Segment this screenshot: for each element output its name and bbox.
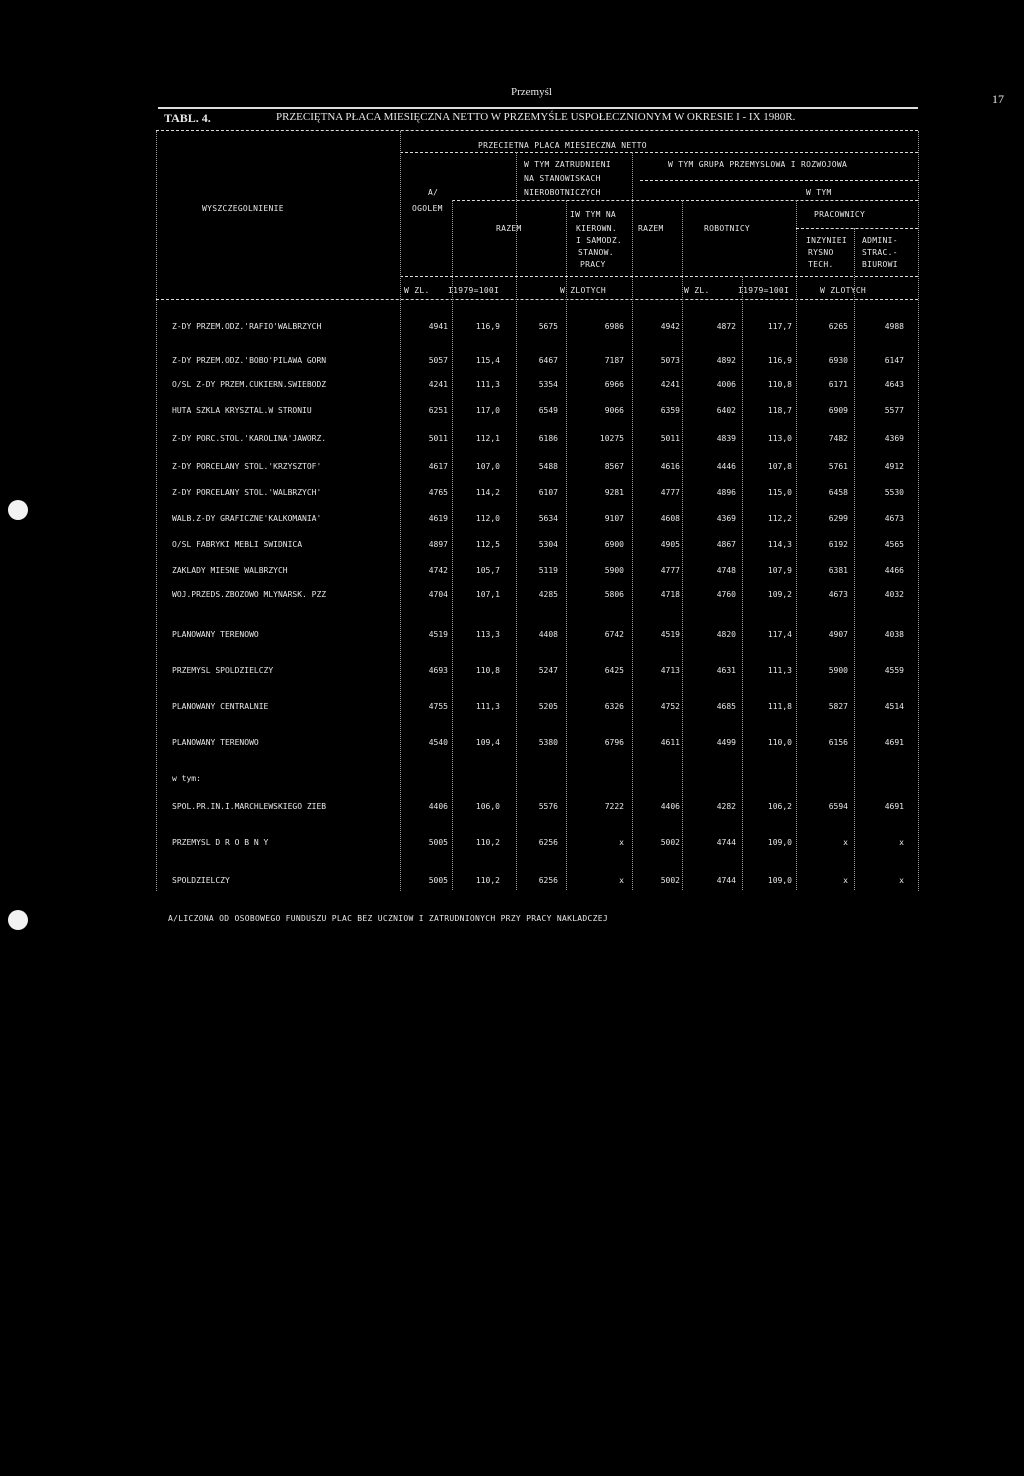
table-cell: 107,1 — [475, 590, 500, 599]
table-cell: 4369 — [716, 514, 736, 523]
table-cell: 5005 — [428, 876, 448, 885]
unit3: W ZL. — [684, 286, 710, 295]
table-cell: 6186 — [538, 434, 558, 443]
table-cell: 6156 — [828, 738, 848, 747]
table-cell: 4765 — [428, 488, 448, 497]
grp1-line3: NIEROBOTNICZYCH — [524, 188, 601, 197]
table-cell: 5002 — [660, 876, 680, 885]
robotnicy-heading: ROBOTNICY — [704, 224, 751, 233]
table-cell: 4519 — [660, 630, 680, 639]
table-cell: 5900 — [828, 666, 848, 675]
header-rule-2 — [452, 200, 918, 201]
table-cell: 4905 — [660, 540, 680, 549]
punch-hole-bottom-icon — [8, 910, 28, 930]
pracownicy-heading: PRACOWNICY — [814, 210, 866, 219]
table-cell: 5011 — [428, 434, 448, 443]
row-label: WOJ.PRZEDS.ZBOZOWO MLYNARSK. PZZ — [172, 590, 327, 599]
desc-heading: WYSZCZEGOLNIENIE — [202, 204, 284, 213]
vguide-c6 — [742, 276, 743, 890]
table-cell: 4755 — [428, 702, 448, 711]
table-cell: 4685 — [716, 702, 736, 711]
vguide-c3 — [566, 200, 567, 890]
grp1-line2: NA STANOWISKACH — [524, 174, 601, 183]
table-cell: 4241 — [660, 380, 680, 389]
table-cell: 5011 — [660, 434, 680, 443]
table-cell: 106,0 — [475, 802, 500, 811]
table-cell: 5530 — [884, 488, 904, 497]
table-cell: 6458 — [828, 488, 848, 497]
table-cell: 113,0 — [767, 434, 792, 443]
kier-line3: I SAMODZ. — [576, 236, 623, 245]
table-cell: 4691 — [884, 738, 904, 747]
table-cell: 4611 — [660, 738, 680, 747]
table-cell: 6107 — [538, 488, 558, 497]
table-cell: 4907 — [828, 630, 848, 639]
unit4: W ZLOTYCH — [820, 286, 867, 295]
table-cell: x — [619, 876, 624, 885]
table-cell: 4673 — [884, 514, 904, 523]
table-cell: 9281 — [604, 488, 624, 497]
table-cell: 4519 — [428, 630, 448, 639]
row-label: SPOL.PR.IN.I.MARCHLEWSKIEGO ZIEB — [172, 802, 327, 811]
table-cell: 4777 — [660, 566, 680, 575]
table-cell: 6796 — [604, 738, 624, 747]
table-cell: 116,9 — [767, 356, 792, 365]
table-cell: 109,4 — [475, 738, 500, 747]
table-cell: 6326 — [604, 702, 624, 711]
table-cell: 4499 — [716, 738, 736, 747]
row-label: O/SL FABRYKI MEBLI SWIDNICA — [172, 540, 303, 549]
table-cell: 4892 — [716, 356, 736, 365]
table-cell: 5002 — [660, 838, 680, 847]
table-cell: 4565 — [884, 540, 904, 549]
table-cell: 6171 — [828, 380, 848, 389]
table-cell: 6986 — [604, 322, 624, 331]
table-cell: 4713 — [660, 666, 680, 675]
ogolem-heading: OGOLEM — [412, 204, 443, 213]
table-cell: 107,8 — [767, 462, 792, 471]
table-cell: 5304 — [538, 540, 558, 549]
table-cell: 117,4 — [767, 630, 792, 639]
table-cell: 4988 — [884, 322, 904, 331]
table-cell: 8567 — [604, 462, 624, 471]
table-cell: 111,8 — [767, 702, 792, 711]
table-cell: x — [899, 876, 904, 885]
grp2-heading: W TYM GRUPA PRZEMYSLOWA I ROZWOJOWA — [668, 160, 848, 169]
table-cell: 4446 — [716, 462, 736, 471]
table-cell: 4617 — [428, 462, 448, 471]
table-cell: 6192 — [828, 540, 848, 549]
table-cell: 6299 — [828, 514, 848, 523]
row-label: PLANOWANY TERENOWO — [172, 738, 259, 747]
inz-line3: TECH. — [808, 260, 834, 269]
table-cell: 112,5 — [475, 540, 500, 549]
table-cell: 109,0 — [767, 838, 792, 847]
table-cell: 4038 — [884, 630, 904, 639]
table-cell: 6381 — [828, 566, 848, 575]
row-label: Z-DY PORCELANY STOL.'WALBRZYCH' — [172, 488, 322, 497]
table-cell: 107,9 — [767, 566, 792, 575]
row-label: ZAKLADY MIESNE WALBRZYCH — [172, 566, 288, 575]
table-cell: 5057 — [428, 356, 448, 365]
vguide-desc — [400, 131, 401, 891]
row-label: Z-DY PORC.STOL.'KAROLINA'JAWORZ. — [172, 434, 327, 443]
table-cell: 4742 — [428, 566, 448, 575]
table-cell: 109,0 — [767, 876, 792, 885]
table-cell: 5761 — [828, 462, 848, 471]
razem1-heading: RAZEM — [496, 224, 522, 233]
table-cell: 5577 — [884, 406, 904, 415]
title-rule — [156, 130, 918, 131]
table-cell: 112,1 — [475, 434, 500, 443]
table-cell: 6909 — [828, 406, 848, 415]
vguide-left — [156, 131, 157, 891]
table-cell: 5488 — [538, 462, 558, 471]
table-cell: 4744 — [716, 838, 736, 847]
table-cell: 4285 — [538, 590, 558, 599]
table-cell: 4619 — [428, 514, 448, 523]
row-label: Z-DY PRZEM.ODZ.'BOBO'PILAWA GORN — [172, 356, 327, 365]
table-cell: 4718 — [660, 590, 680, 599]
table-cell: 6359 — [660, 406, 680, 415]
vguide-right — [918, 131, 919, 891]
table-cell: 4760 — [716, 590, 736, 599]
table-cell: 4540 — [428, 738, 448, 747]
unit2: W ZLOTYCH — [560, 286, 607, 295]
ogolem-mark: A/ — [428, 188, 439, 197]
table-cell: 6594 — [828, 802, 848, 811]
table-cell: 6900 — [604, 540, 624, 549]
w-tym-heading: W TYM — [806, 188, 832, 197]
table-cell: 4559 — [884, 666, 904, 675]
prac-rule — [796, 228, 918, 229]
kier-line1: IW TYM NA — [570, 210, 617, 219]
kier-line4: STANOW. — [578, 248, 614, 257]
table-cell: 111,3 — [475, 380, 500, 389]
header-rule-1 — [400, 152, 918, 153]
table-cell: 9107 — [604, 514, 624, 523]
table-cell: 112,0 — [475, 514, 500, 523]
table-cell: 4820 — [716, 630, 736, 639]
page-number: 17 — [992, 92, 1004, 106]
table-cell: 110,2 — [475, 876, 500, 885]
table-cell: 117,7 — [767, 322, 792, 331]
adm-line3: BIUROWI — [862, 260, 898, 269]
table-cell: 4872 — [716, 322, 736, 331]
table-cell: 5354 — [538, 380, 558, 389]
table-cell: 4406 — [428, 802, 448, 811]
table-cell: 115,4 — [475, 356, 500, 365]
table-cell: 6251 — [428, 406, 448, 415]
table-cell: 4752 — [660, 702, 680, 711]
vguide-c8 — [854, 228, 855, 890]
table-cell: 6425 — [604, 666, 624, 675]
table-cell: 6742 — [604, 630, 624, 639]
table-cell: x — [843, 838, 848, 847]
table-cell: 4704 — [428, 590, 448, 599]
unit3b: I1979=100I — [738, 286, 790, 295]
table-cell: 4744 — [716, 876, 736, 885]
table-cell: 107,0 — [475, 462, 500, 471]
header-rule-3 — [400, 276, 918, 277]
table-cell: 4748 — [716, 566, 736, 575]
page-town: Przemyśl — [511, 86, 552, 98]
table-cell: 110,2 — [475, 838, 500, 847]
row-label: PLANOWANY CENTRALNIE — [172, 702, 269, 711]
table-cell: 4514 — [884, 702, 904, 711]
table-cell: 4631 — [716, 666, 736, 675]
table-cell: 5634 — [538, 514, 558, 523]
row-label: PLANOWANY TERENOWO — [172, 630, 259, 639]
row-label: O/SL Z-DY PRZEM.CUKIERN.SWIEBODZ — [172, 380, 327, 389]
table-cell: 4777 — [660, 488, 680, 497]
table-cell: 4408 — [538, 630, 558, 639]
table-cell: 10275 — [599, 434, 624, 443]
unit1: W ZL. — [404, 286, 430, 295]
row-label: SPOLDZIELCZY — [172, 876, 230, 885]
razem2-heading: RAZEM — [638, 224, 664, 233]
table-cell: 5205 — [538, 702, 558, 711]
grp2-rule — [640, 180, 918, 181]
table-cell: 4839 — [716, 434, 736, 443]
table-cell: 5900 — [604, 566, 624, 575]
vguide-c7 — [796, 200, 797, 890]
table-cell: 4032 — [884, 590, 904, 599]
table-cell: x — [899, 838, 904, 847]
table-cell: 4466 — [884, 566, 904, 575]
table-cell: 7187 — [604, 356, 624, 365]
table-number: TABL. 4. — [164, 111, 211, 125]
table-title: PRZECIĘTNA PŁACA MIESIĘCZNA NETTO W PRZEMYŚLE USPOŁECZNIONYM W OKRESIE I - IX 1980R. — [276, 111, 796, 123]
table-cell: 6147 — [884, 356, 904, 365]
table-cell: 4867 — [716, 540, 736, 549]
table-cell: 7482 — [828, 434, 848, 443]
table-cell: 4691 — [884, 802, 904, 811]
table-cell: 113,3 — [475, 630, 500, 639]
kier-line5: PRACY — [580, 260, 606, 269]
footnote: A/LICZONA OD OSOBOWEGO FUNDUSZU PLAC BEZ UCZNIOW I ZATRUDNIONYCH PRZY PRACY NAKLADCZEJ — [168, 914, 609, 923]
table-cell: 4693 — [428, 666, 448, 675]
table-cell: 116,9 — [475, 322, 500, 331]
header-rule — [158, 107, 918, 109]
table-cell: 4912 — [884, 462, 904, 471]
adm-line2: STRAC.- — [862, 248, 898, 257]
table-cell: 4941 — [428, 322, 448, 331]
header-rule-4 — [156, 299, 918, 300]
table-cell: 110,0 — [767, 738, 792, 747]
table-cell: 4282 — [716, 802, 736, 811]
table-cell: 111,3 — [767, 666, 792, 675]
table-cell: 5119 — [538, 566, 558, 575]
table-cell: 4406 — [660, 802, 680, 811]
row-label: HUTA SZKLA KRYSZTAL.W STRONIU — [172, 406, 312, 415]
row-label: Z-DY PRZEM.ODZ.'RAFIO'WALBRZYCH — [172, 322, 322, 331]
table-cell: 105,7 — [475, 566, 500, 575]
row-label: w tym: — [172, 774, 201, 783]
table-cell: 5806 — [604, 590, 624, 599]
table-cell: 114,2 — [475, 488, 500, 497]
table-cell: 114,3 — [767, 540, 792, 549]
grp1-line1: W TYM ZATRUDNIENI — [524, 160, 611, 169]
table-cell: 5827 — [828, 702, 848, 711]
inz-line2: RYSNO — [808, 248, 834, 257]
table-cell: 6966 — [604, 380, 624, 389]
table-cell: 7222 — [604, 802, 624, 811]
table-cell: 6256 — [538, 876, 558, 885]
table-cell: 4616 — [660, 462, 680, 471]
table-cell: 106,2 — [767, 802, 792, 811]
table-cell: 6256 — [538, 838, 558, 847]
vguide-c5 — [682, 200, 683, 890]
table-cell: 6930 — [828, 356, 848, 365]
table-cell: 4006 — [716, 380, 736, 389]
table-cell: 5005 — [428, 838, 448, 847]
table-cell: x — [843, 876, 848, 885]
table-cell: 6265 — [828, 322, 848, 331]
table-cell: 5380 — [538, 738, 558, 747]
table-cell: 117,0 — [475, 406, 500, 415]
table-cell: 109,2 — [767, 590, 792, 599]
table-cell: 110,8 — [767, 380, 792, 389]
col-top-heading: PRZECIETNA PLACA MIESIECZNA NETTO — [478, 141, 647, 150]
table-cell: 4369 — [884, 434, 904, 443]
table-cell: 6549 — [538, 406, 558, 415]
table-cell: 5675 — [538, 322, 558, 331]
row-label: WALB.Z-DY GRAFICZNE'KALKOMANIA' — [172, 514, 322, 523]
table-cell: 6467 — [538, 356, 558, 365]
table-cell: 9066 — [604, 406, 624, 415]
table-cell: 4608 — [660, 514, 680, 523]
adm-line1: ADMINI- — [862, 236, 898, 245]
table-cell: 4896 — [716, 488, 736, 497]
table-cell: 4942 — [660, 322, 680, 331]
table-cell: 118,7 — [767, 406, 792, 415]
kier-line2: KIEROWN. — [576, 224, 617, 233]
table-cell: 115,0 — [767, 488, 792, 497]
unit1b: I1979=100I — [448, 286, 500, 295]
row-label: PRZEMYSL D R O B N Y — [172, 838, 269, 847]
punch-hole-top-icon — [8, 500, 28, 520]
row-label: PRZEMYSL SPOLDZIELCZY — [172, 666, 274, 675]
table-cell: 6402 — [716, 406, 736, 415]
row-label: Z-DY PORCELANY STOL.'KRZYSZTOF' — [172, 462, 322, 471]
table-cell: 5576 — [538, 802, 558, 811]
table-cell: 4897 — [428, 540, 448, 549]
table-cell: 5247 — [538, 666, 558, 675]
table-cell: 112,2 — [767, 514, 792, 523]
table-cell: x — [619, 838, 624, 847]
table-cell: 111,3 — [475, 702, 500, 711]
inz-line1: INZYNIEI — [806, 236, 847, 245]
table-cell: 4643 — [884, 380, 904, 389]
table-cell: 4241 — [428, 380, 448, 389]
table-cell: 4673 — [828, 590, 848, 599]
table-cell: 110,8 — [475, 666, 500, 675]
table-cell: 5073 — [660, 356, 680, 365]
